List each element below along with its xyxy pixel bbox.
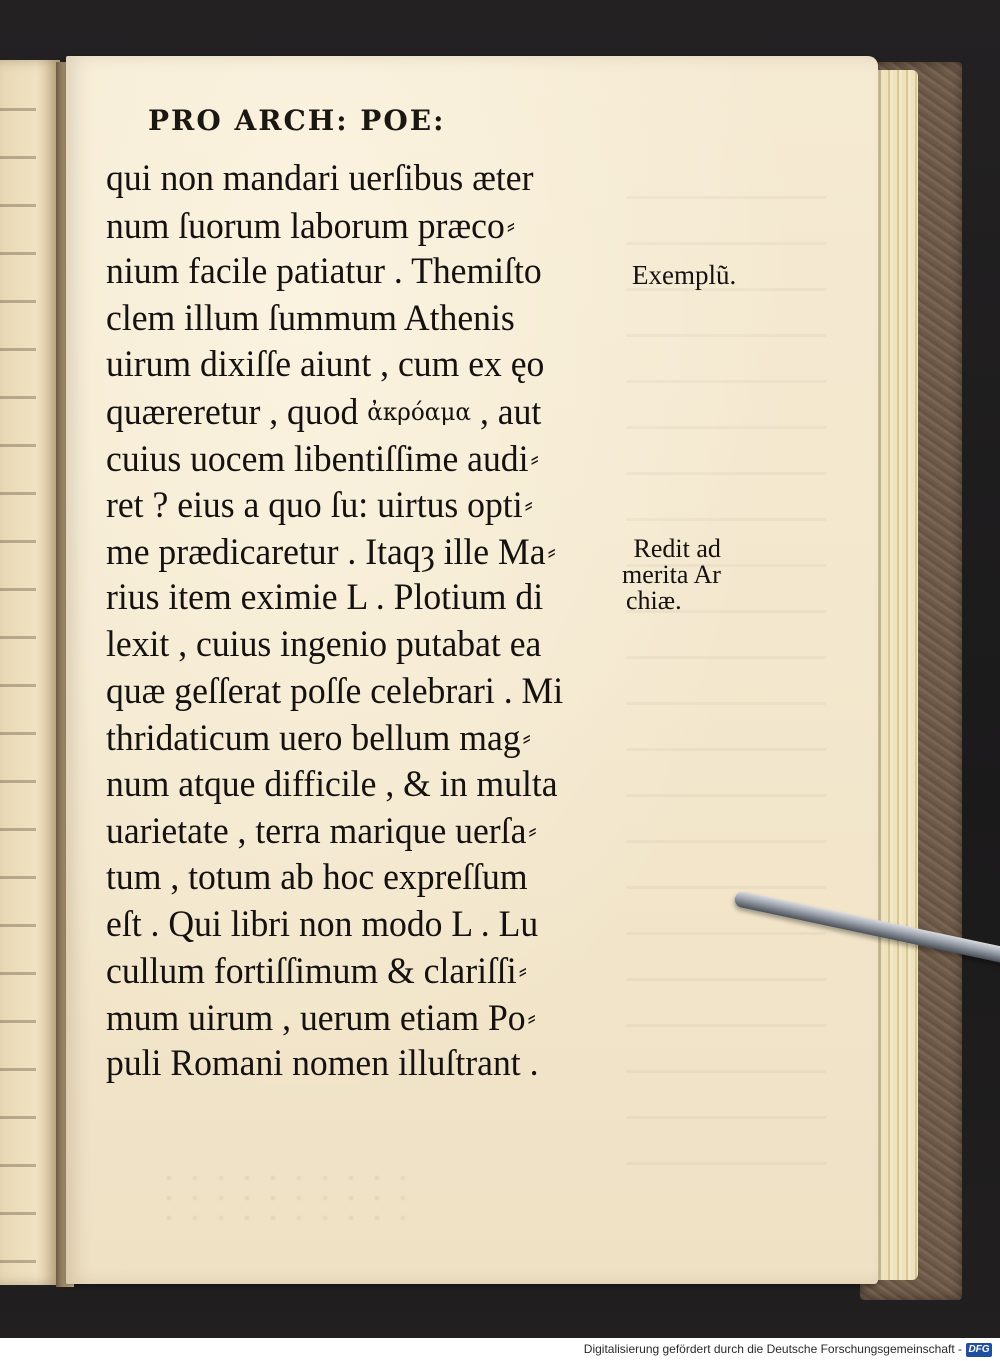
text-line (106, 855, 626, 902)
hyphen-mark: ⸗ (506, 210, 516, 240)
text-line-words: cullum fortiſſimum & clariſſi (106, 951, 517, 993)
text-line-words: num ſuorum laborum præco (106, 205, 505, 247)
marginal-line: Redit ad (633, 534, 721, 563)
main-text-block (106, 156, 646, 1088)
text-line-words: quæreretur , quod (106, 391, 368, 433)
text-line (106, 669, 626, 716)
running-head: PRO ARCH: POE: (148, 104, 446, 137)
text-line-words: uirum dixiſſe aiunt , cum ex ęo (106, 344, 545, 386)
footer-bar (0, 1338, 1000, 1361)
text-line-words: num atque difficile , & in multa (106, 763, 558, 805)
text-line (106, 529, 626, 576)
funding-credit: Digitalisierung gefördert durch die Deutsche Forschungsgemeinschaft - (583, 1342, 962, 1357)
show-through (626, 196, 826, 1196)
hyphen-mark: ⸗ (522, 723, 531, 753)
text-line (106, 995, 626, 1042)
text-line (106, 203, 626, 250)
text-line-tail: , aut (471, 391, 542, 433)
text-line (106, 1041, 626, 1088)
hyphen-mark: ⸗ (518, 956, 527, 986)
text-line-words: ret ? eius a quo ſu: uirtus opti (106, 485, 523, 527)
text-line (106, 808, 626, 855)
hyphen-mark: ⸗ (547, 536, 556, 566)
text-line (106, 762, 626, 809)
greek-word: ἀκρόαμα (367, 397, 472, 426)
text-line (106, 249, 626, 296)
dfg-logo: DFG (966, 1343, 992, 1357)
text-line-words: me prædicaretur . Itaqȝ ille Ma (106, 531, 546, 573)
text-line (106, 622, 626, 669)
text-line (106, 575, 626, 622)
text-line (106, 902, 626, 949)
marginal-line: chiæ. (626, 586, 682, 615)
marginal-note-redit (622, 534, 721, 615)
right-page (66, 56, 878, 1284)
marginal-line: merita Ar (622, 560, 721, 589)
text-line-words: lexit , cuius ingenio putabat ea (106, 623, 542, 665)
text-line (106, 482, 626, 529)
text-line (106, 342, 626, 389)
text-line-words: rius item eximie L . Plotium di (106, 577, 544, 619)
text-line-words: eſt . Qui libri non modo L . Lu (106, 903, 539, 945)
text-line (106, 715, 626, 762)
text-line (106, 389, 626, 436)
text-line (106, 948, 626, 995)
text-line-words: cuius uocem libentiſſime audi (106, 438, 529, 480)
text-line (106, 296, 626, 343)
text-line-words: tum , totum ab hoc expreſſum (106, 856, 528, 898)
text-line-words: qui non mandari uerſibus æter (106, 158, 534, 199)
hyphen-mark: ⸗ (530, 443, 539, 473)
hyphen-mark: ⸗ (527, 1002, 536, 1032)
text-line-words: thridaticum uero bellum mag (106, 718, 521, 760)
text-line-words: uarietate , terra marique uerſa (106, 811, 527, 853)
text-line (106, 156, 626, 203)
text-line-words: puli Romani nomen illuſtrant . (106, 1043, 539, 1085)
text-line (106, 436, 626, 483)
marginal-note-exemplum: Exemplũ. (632, 260, 737, 290)
text-line-words: nium facile patiatur . Themiſto (106, 251, 542, 293)
text-line-words: mum uirum , uerum etiam Po (106, 997, 526, 1039)
text-line-words: quæ geſſerat poſſe celebrari . Mi (106, 670, 564, 712)
left-page-text-edge (0, 68, 36, 1278)
hyphen-mark: ⸗ (528, 816, 537, 846)
text-line-words: clem illum ſummum Athenis (106, 297, 515, 339)
paper-stain (156, 1168, 416, 1228)
hyphen-mark: ⸗ (524, 490, 533, 520)
